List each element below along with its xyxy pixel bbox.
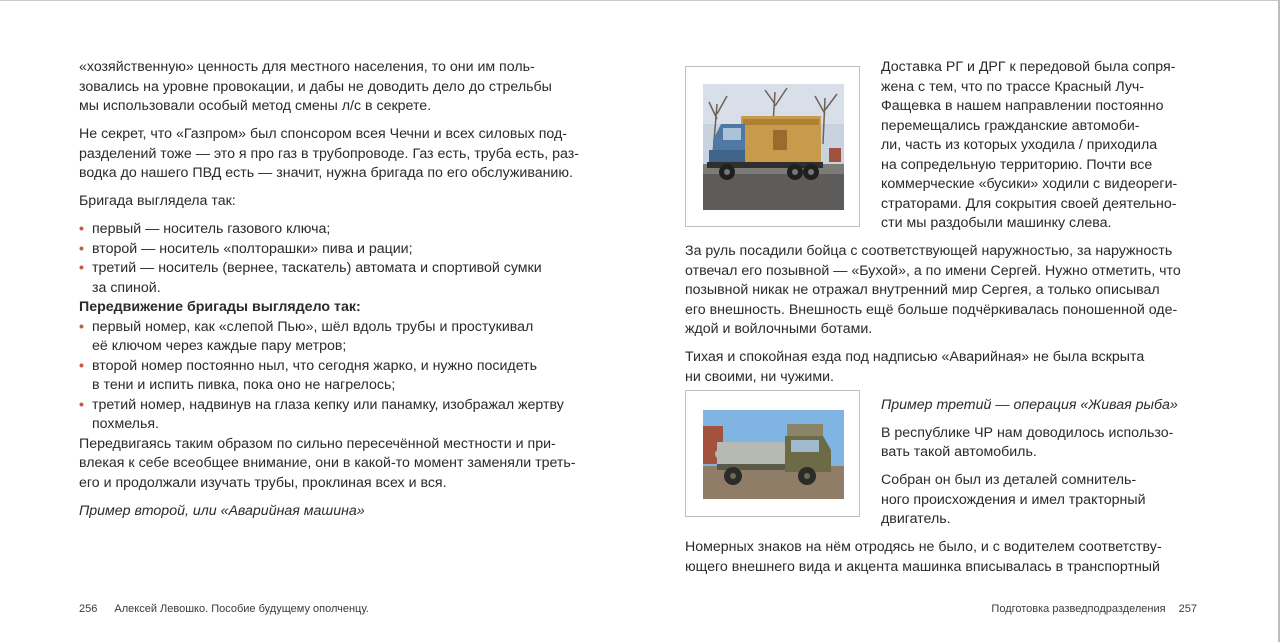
paragraph — [881, 471, 1205, 530]
text-line: отвечал его позывной — «Бухой», а по имени Сергей. Нужно отметить, что — [685, 262, 1181, 279]
paragraph: Бригада выглядела так: — [79, 193, 236, 209]
top-edge — [0, 0, 1280, 1]
example-title: Пример второй, или «Аварийная машина» — [79, 502, 365, 519]
figure-block — [685, 58, 1205, 234]
text-line: ли, часть из которых уходила / приходила — [881, 137, 1158, 153]
section-heading: Передвижение бригады выглядело так: — [79, 299, 361, 315]
text-line: ждой и войлочными ботами. — [685, 321, 873, 337]
text-line: Не секрет, что «Газпром» был спонсором всея Чечни и всех силовых под- — [79, 126, 567, 142]
text-line: Доставка РГ и ДРГ к передовой была сопря- — [881, 59, 1176, 75]
text-line: зовались на уровне провокации, и дабы не доводить дело до стрельбы — [79, 78, 552, 95]
text-line: влекая к себе всеобщее внимание, они в какой-то момент заменяли треть- — [79, 455, 576, 471]
text-line: Тихая и спокойная езда под надписью «Аварийная» не была вскрыта — [685, 349, 1145, 365]
paragraph — [685, 348, 1205, 387]
bullet-list — [79, 318, 599, 435]
text-line: сти мы раздобыли машинку слева. — [881, 215, 1112, 231]
right-page — [685, 58, 1205, 577]
text-line: на сопредельную территорию. Почти все — [881, 156, 1153, 173]
text-line: ни своими, ни чужими. — [685, 368, 834, 385]
left-page — [79, 58, 599, 521]
text-line: позывной никак не отражал внутренний мир Сергея, а только описывал — [685, 282, 1160, 298]
figure-block — [685, 396, 1205, 530]
paragraph — [79, 58, 599, 117]
list-item: • третий — носитель (вернее, таскатель) автомата и спортивой сумки за спиной. — [79, 259, 599, 298]
example-title: Пример третий — операция «Живая рыба» — [881, 396, 1178, 413]
page-number: 256 — [79, 603, 98, 615]
paragraph — [79, 125, 599, 184]
text-line: жена с тем, что по трассе Красный Луч- — [881, 78, 1145, 95]
text-line: ного происхождения и имел тракторный — [881, 491, 1146, 508]
paragraph — [685, 538, 1205, 577]
text-line: ющего внешнего вида и акцента машинка вписывалась в транспортный — [685, 558, 1160, 575]
text-line: двигатель. — [881, 511, 951, 527]
paragraph — [685, 242, 1205, 340]
emergency-truck-photo — [703, 84, 844, 210]
figure-caption-text — [881, 396, 1205, 530]
text-line: Собран он был из деталей сомнитель- — [881, 472, 1137, 488]
text-line: вать такой автомобиль. — [881, 444, 1037, 460]
photo-frame — [685, 390, 860, 517]
text-line: водка до нашего ПВД есть — значит, нужна бригада по его обслуживанию. — [79, 165, 573, 181]
text-line: его внешность. Внешность ещё больше подчёркивалась поношенной оде- — [685, 301, 1178, 318]
tank-truck-photo — [703, 410, 844, 499]
text-line: За руль посадили бойца с соответствующей наружностью, за наружность — [685, 243, 1173, 259]
paragraph — [79, 435, 599, 494]
text-line: Фащевка в нашем направлении постоянно — [881, 98, 1164, 114]
footer-left — [79, 603, 369, 615]
text-line: страторами. Для сокрытия своей деятельно- — [881, 195, 1177, 212]
text-line: В республике ЧР нам доводилось использо- — [881, 424, 1174, 441]
text-line: «хозяйственную» ценность для местного населения, то они им поль- — [79, 59, 535, 75]
text-line: коммерческие «бусики» ходили с видеореги- — [881, 176, 1178, 192]
bullet-list — [79, 220, 599, 298]
running-footer: Подготовка разведподразделения — [991, 603, 1166, 615]
text-line: его и продолжали изучать трубы, проклиная всех и вся. — [79, 474, 447, 491]
text-line: мы использовали особый метод смены л/с в секрете. — [79, 98, 432, 114]
list-item: • второй — носитель «полторашки» пива и рации; — [79, 240, 599, 260]
photo-frame — [685, 66, 860, 227]
list-item: • третий номер, надвинув на глаза кепку или панамку, изображал жертву похмелья. — [79, 396, 599, 435]
text-line: Передвигаясь таким образом по сильно пересечённой местности и при- — [79, 435, 556, 452]
footer-right — [991, 603, 1197, 615]
text-line: Номерных знаков на нём отродясь не было, и с водителем соответству- — [685, 539, 1162, 555]
running-footer: Алексей Левошко. Пособие будущему ополченцу. — [114, 603, 369, 615]
figure-caption-text — [881, 58, 1205, 234]
list-item: • первый — носитель газового ключа; — [79, 220, 599, 240]
paragraph — [881, 424, 1205, 463]
page-number: 257 — [1178, 603, 1197, 615]
list-item: • первый номер, как «слепой Пью», шёл вдоль трубы и простукивал её ключом через каждые пару метров; — [79, 318, 599, 357]
text-line: перемещались гражданские автомоби- — [881, 117, 1140, 134]
list-item: • второй номер постоянно ныл, что сегодня жарко, и нужно посидеть в тени и испить пивка, пока оно не нагрелось; — [79, 357, 599, 396]
text-line: разделений тоже — это я про газ в трубопроводе. Газ есть, труба есть, раз- — [79, 145, 579, 162]
